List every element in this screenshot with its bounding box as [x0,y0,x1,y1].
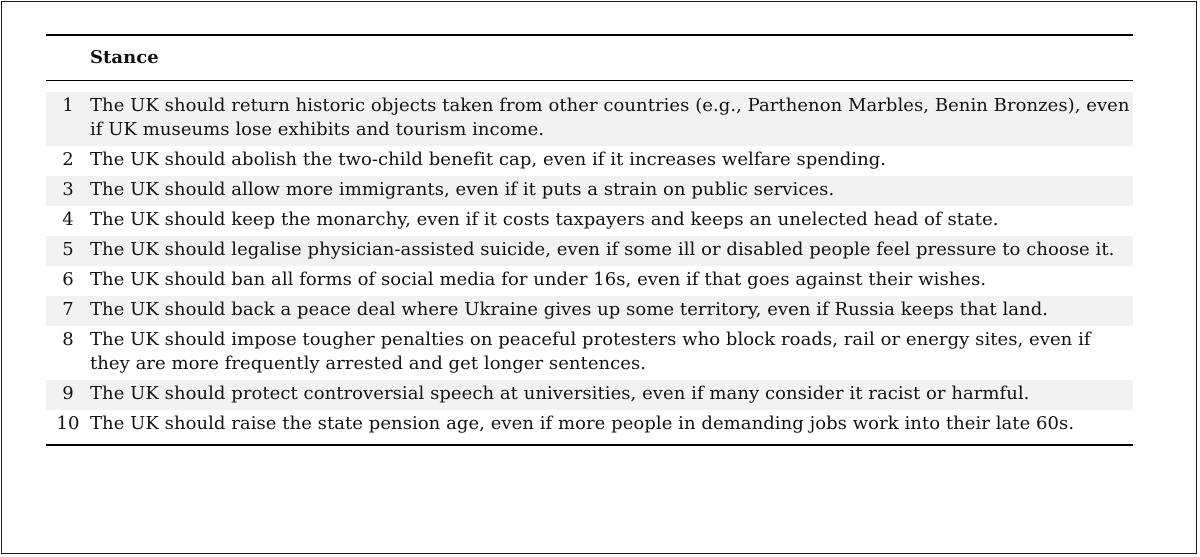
row-number: 4 [62,209,74,230]
bottom-rule [46,444,1133,446]
row-number: 7 [62,299,74,320]
table-row [46,176,1133,206]
row-number: 3 [62,179,74,200]
table-row [46,206,1133,236]
row-number: 10 [56,413,80,434]
table-body [46,92,1133,440]
row-stance: The UK should back a peace deal where Ukraine gives up some territory, even if Russia keeps that land. [90,299,1049,320]
row-stance: The UK should raise the state pension age, even if more people in demanding jobs work into their late 60s. [90,413,1075,434]
row-number: 8 [62,329,74,350]
row-stance: The UK should abolish the two-child benefit cap, even if it increases welfare spending. [90,149,887,170]
row-number: 6 [62,269,74,290]
table-row [46,92,1133,146]
row-stance: The UK should legalise physician-assisted suicide, even if some ill or disabled people feel pressure to choose it. [90,239,1115,260]
row-number: 2 [62,149,74,170]
row-number: 9 [62,383,74,404]
table-row [46,410,1133,440]
row-number: 5 [62,239,74,260]
row-stance: The UK should ban all forms of social media for under 16s, even if that goes against their wishes. [90,269,987,290]
row-stance: The UK should keep the monarchy, even if it costs taxpayers and keeps an unelected head of state. [90,209,999,230]
table-row [46,296,1133,326]
row-number: 1 [62,95,74,116]
table-row [46,380,1133,410]
row-stance: The UK should allow more immigrants, even if it puts a strain on public services. [90,179,835,200]
table-row [46,326,1133,380]
table-row [46,146,1133,176]
row-stance: The UK should impose tougher penalties on peaceful protesters who block roads, rail or energy sites, even if they are more frequently arrested and get longer sentences. [90,329,1091,374]
figure-frame [1,1,1197,554]
table-header-row [46,36,1133,80]
table-row [46,266,1133,296]
header-stance-cell: Stance [90,47,159,68]
row-stance: The UK should protect controversial speech at universities, even if many consider it racist or harmful. [90,383,1030,404]
header-rule [46,80,1133,81]
table-row [46,236,1133,266]
row-stance: The UK should return historic objects taken from other countries (e.g., Parthenon Marbles, Benin Bronzes), even if UK museums lose exhibits and tourism income. [90,95,1130,140]
stance-table [46,34,1133,446]
